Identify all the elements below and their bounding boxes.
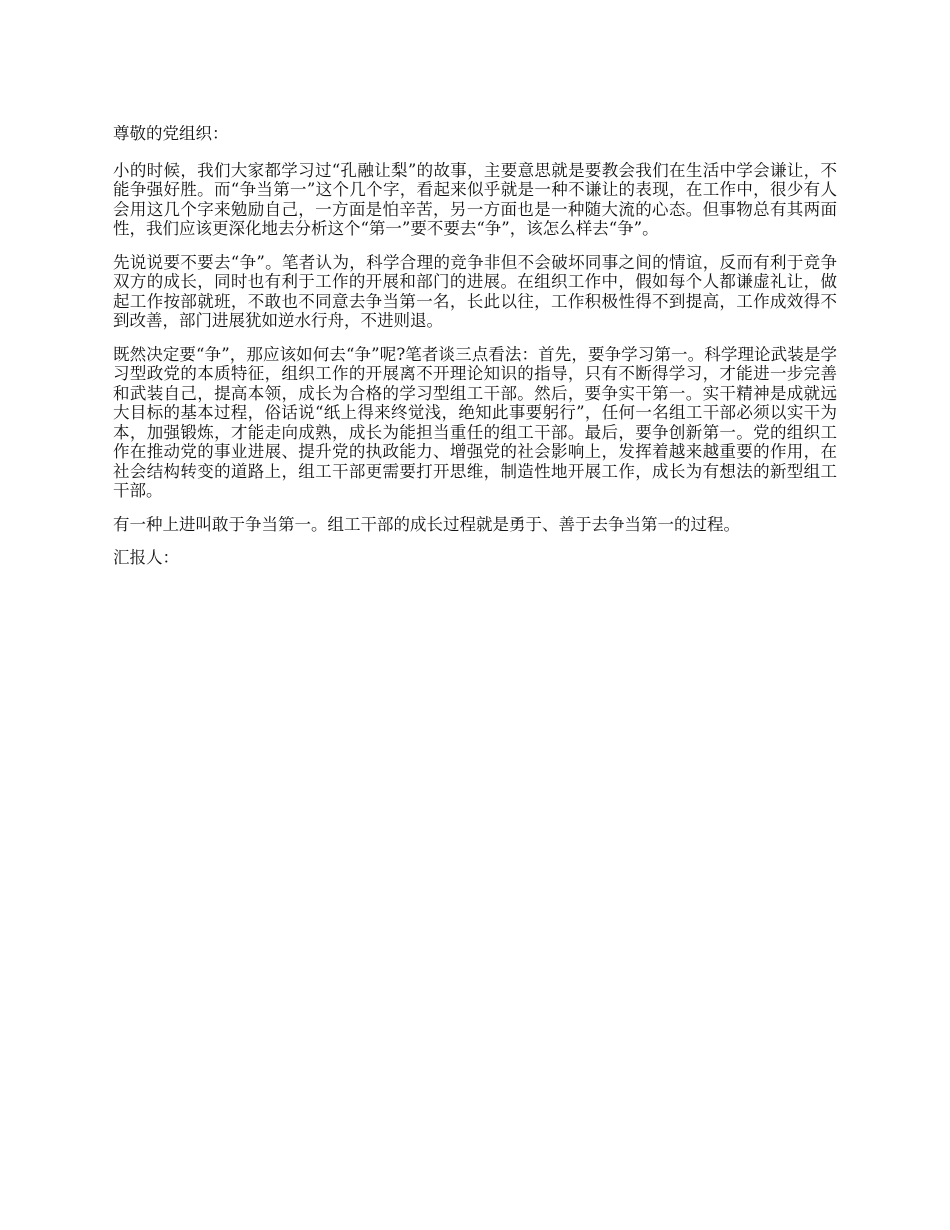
- paragraph-2: 先说说要不要去“争”。笔者认为，科学合理的竞争非但不会破坏同事之间的情谊，反而有利于竞争双方的成长，同时也有利于工作的开展和部门的进展。在组织工作中，假如每个人都谦虚礼让，做起工作按部就班，不敢也不同意去争当第一名，长此以往，工作积极性得不到提高，工作成效得不到改善，部门进展犹如逆水行舟，不进则退。: [113, 252, 837, 330]
- signature: 汇报人：: [113, 548, 179, 567]
- paragraph-1: 小的时候，我们大家都学习过“孔融让梨”的故事，主要意思就是要教会我们在生活中学会谦让，不能争强好胜。而“争当第一”这个几个字，看起来似乎就是一种不谦让的表现，在工作中，很少有人会用这几个字来勉励自己，一方面是怕辛苦，另一方面也是一种随大流的心态。但事物总有其两面性，我们应该更深化地去分析这个“第一”要不要去“争”，该怎么样去“争”。: [113, 160, 837, 238]
- salutation: 尊敬的党组织：: [113, 124, 229, 143]
- paragraph-4: 有一种上进叫敢于争当第一。组工干部的成长过程就是勇于、善于去争当第一的过程。: [113, 514, 740, 534]
- paragraph-3: 既然决定要“争”，那应该如何去“争”呢?笔者谈三点看法：首先，要争学习第一。科学理论武装是学习型政党的本质特征，组织工作的开展离不开理论知识的指导，只有不断得学习，才能进一步完善和武装自己，提高本领，成长为合格的学习型组工干部。然后，要争实干第一。实干精神是成就远大目标的基本过程，俗话说“纸上得来终觉浅，绝知此事要躬行”，任何一名组工干部必须以实干为本，加强锻炼，才能走向成熟，成长为能担当重任的组工干部。最后，要争创新第一。党的组织工作在推动党的事业进展、提升党的执政能力、增强党的社会影响上，发挥着越来越重要的作用，在社会结构转变的道路上，组工干部更需要打开思维，制造性地开展工作，成长为有想法的新型组工干部。: [113, 344, 837, 500]
- document-body: [113, 124, 837, 582]
